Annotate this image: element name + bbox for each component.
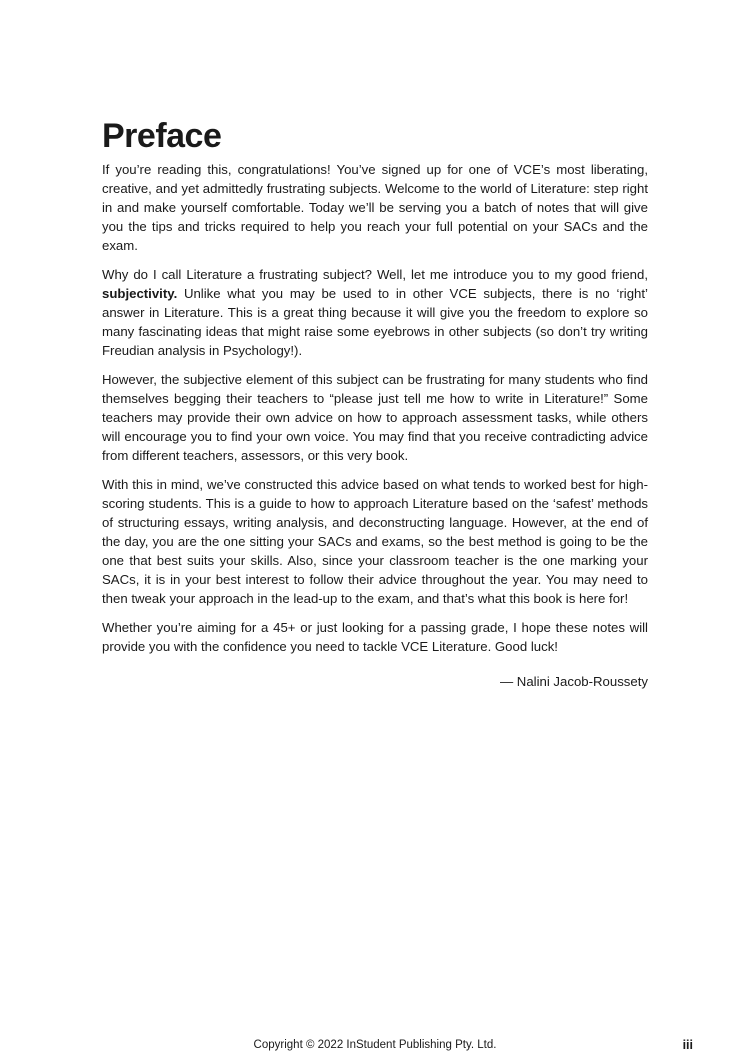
paragraph-2-emphasis: subjectivity. [102,286,178,301]
paragraph-2 [102,265,648,360]
footer-copyright: Copyright © 2022 InStudent Publishing Pty. Ltd. [253,1039,497,1051]
paragraph-4: With this in mind, we’ve constructed this advice based on what tends to worked best for high-scoring students. This is a guide to how to approach Literature based on the ‘safest’ methods of structuring essays, writing analysis, and deconstructing language. However, at the end of the day, you are the one sitting your SACs and exams, so the best method is going to be the one that best suits your skills. Also, since your classroom teacher is the one marking your SACs, it is in your best interest to follow their advice throughout the year. You may need to then tweak your approach in the lead-up to the exam, and that’s what this book is here for! [102,477,648,606]
paragraph-5: Whether you’re aiming for a 45+ or just looking for a passing grade, I hope these notes will provide you with the confidence you need to tackle VCE Literature. Good luck! [102,620,648,654]
paragraph-1: If you’re reading this, congratulations! You’ve signed up for one of VCE’s most liberating, creative, and yet admittedly frustrating subjects. Welcome to the world of Literature: step right in and make yourself comfortable. Today we’ll be serving you a batch of notes that will give you the tips and tricks required to help you reach your full potential on your SACs and the exam. [102,162,648,253]
page-number: iii [682,1038,693,1052]
paragraph-2-rest: Unlike what you may be used to in other VCE subjects, there is no ‘right’ answer in Literature. This is a great thing because it will give you the freedom to explore so many fascinating ideas that might raise some eyebrows in other subjects (so don’t try writing Freudian analysis in Psychology!). [102,286,648,358]
preface-body [102,160,648,691]
author-signature: — Nalini Jacob-Roussety [499,674,648,689]
paragraph-2-intro: Why do I call Literature a frustrating subject? Well, let me introduce you to my good friend, [102,267,648,282]
paragraph-3: However, the subjective element of this subject can be frustrating for many students who find themselves begging their teachers to “please just tell me how to write in Literature!” Some teachers may provide their own advice on how to approach assessment tasks, while others will encourage you to find your own voice. You may find that you receive contradicting advice from different teachers, assessors, or this very book. [102,372,648,463]
page-title: Preface [102,117,222,155]
